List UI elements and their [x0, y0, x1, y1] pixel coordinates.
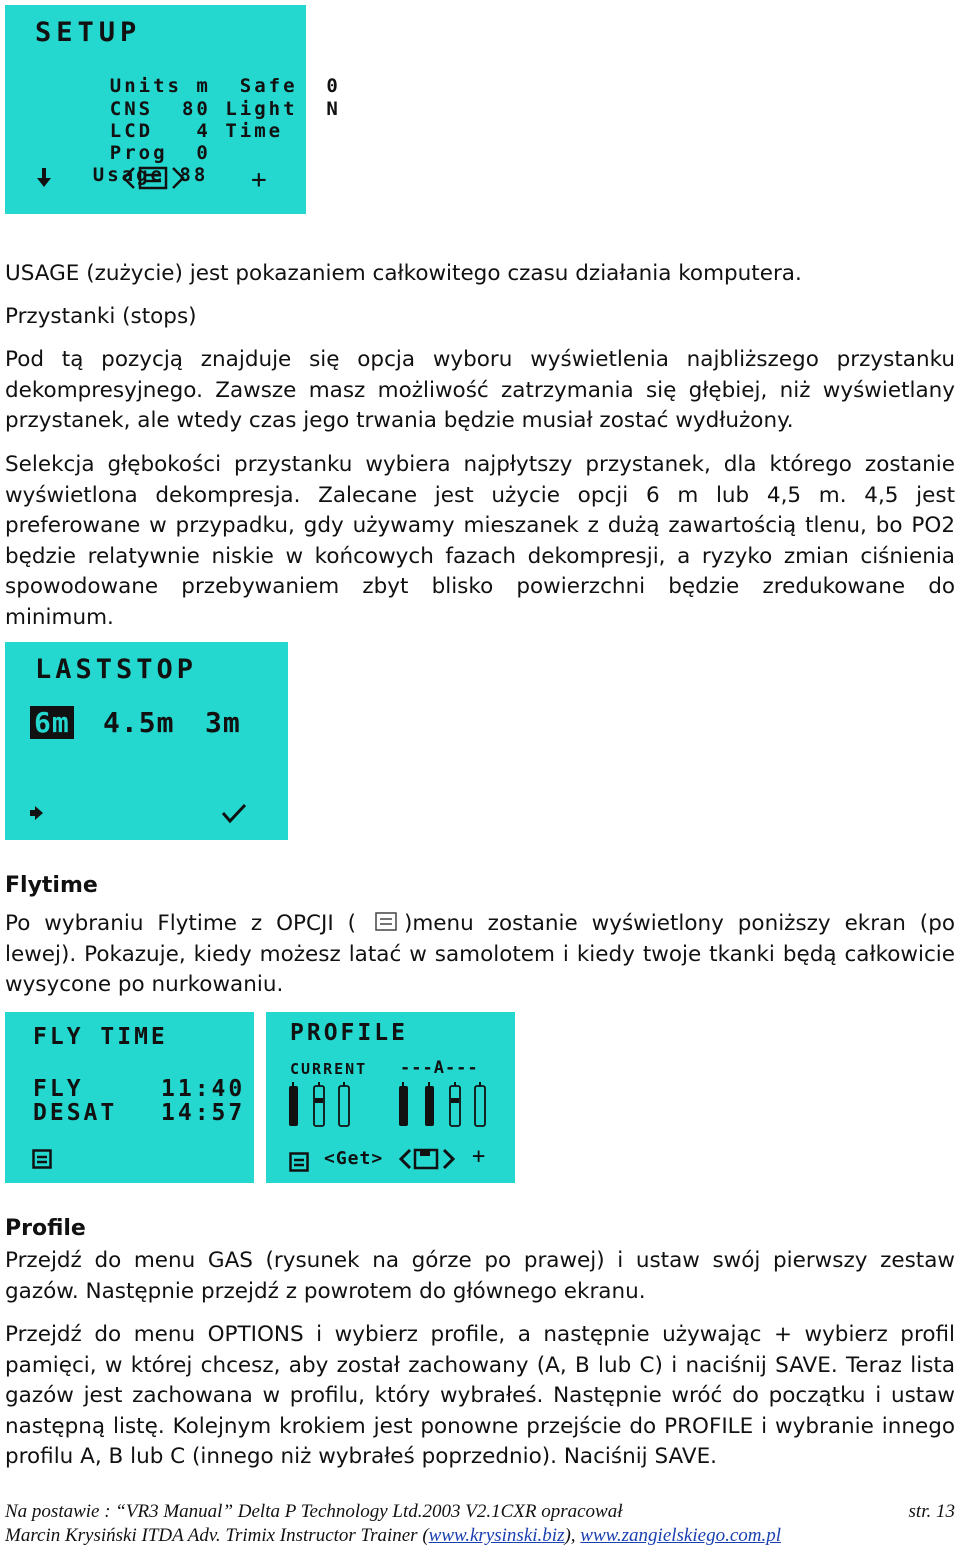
- usage-paragraph: USAGE (zużycie) jest pokazaniem całkowitego czasu działania komputera.: [5, 261, 802, 286]
- right-arrow-icon: [29, 804, 45, 822]
- laststop-screen-image: [5, 642, 288, 840]
- laststop-option-4-5m: 4.5m: [103, 706, 175, 739]
- fly-value: 11:40: [161, 1076, 246, 1102]
- gas-cylinders-current-icon: [288, 1082, 358, 1128]
- desat-label: DESAT: [33, 1100, 118, 1126]
- setup-row-cns: CNS 80 Light N: [109, 98, 341, 120]
- setup-row-lcd: LCD 4 Time: [109, 120, 284, 142]
- down-arrow-icon: [35, 167, 53, 189]
- stops-paragraph-2: Selekcja głębokości przystanku wybiera najpłytszy przystanek, dla którego zostanie wyświetlona dekompresja. Zalecane jest użycie opcji 6 m lub 4,5 m. 4,5 jest preferowane w przypadku, gdy używamy mieszanek z dużą zawartością tlenu, bo PO2 będzie relatywnie niskie w końcowych fazach dekompresji, a ryzyko zmian ciśnienia spowodowane przebywaniem zbyt blisko powierzchni będzie zredukowane do minimum.: [5, 452, 955, 630]
- laststop-option-6m: 6m: [30, 706, 74, 739]
- stops-heading: Przystanki (stops): [5, 304, 197, 329]
- fly-time-title: FLY TIME: [33, 1024, 168, 1050]
- profile-paragraph-1: Przejdź do menu GAS (rysunek na górze po prawej) i ustaw swój pierwszy zestaw gazów. Następnie przejdź z powrotem do głównego ekranu.: [5, 1248, 955, 1304]
- laststop-option-3m: 3m: [205, 706, 241, 739]
- check-icon: [221, 802, 247, 824]
- page-number: str. 13: [908, 1501, 955, 1522]
- flytime-heading: Flytime: [5, 873, 98, 898]
- plus-icon: +: [251, 165, 270, 195]
- profile-heading: Profile: [5, 1216, 86, 1241]
- current-label: CURRENT: [290, 1060, 368, 1078]
- laststop-title: LASTSTOP: [35, 654, 198, 685]
- footer-line-2: Marcin Krysiński ITDA Adv. Trimix Instructor Trainer (www.krysinski.biz), www.zangielskiego.com.pl: [5, 1525, 782, 1546]
- profile-title: PROFILE: [290, 1020, 408, 1046]
- zangielskiego-link[interactable]: www.zangielskiego.com.pl: [580, 1525, 782, 1546]
- profile-letter-label: ---A---: [400, 1058, 479, 1078]
- setup-title: SETUP: [35, 17, 142, 48]
- setup-row-prog: Prog 0: [109, 142, 211, 164]
- krysinski-link[interactable]: www.krysinski.biz: [428, 1525, 565, 1546]
- get-option: <Get>: [324, 1148, 384, 1169]
- setup-row-usage: Usage 88: [92, 164, 209, 186]
- menu-icon: [374, 911, 400, 933]
- profile-paragraph-2: Przejdź do menu OPTIONS i wybierz profile, a następnie używając + wybierz profil pamięci, w której chcesz, aby został zachowany (A, B lub C) i naciśnij SAVE. Teraz lista gazów jest zachowana w profilu, który wybrałeś. Następnie wróć do początku i ustaw następną listę. Kolejnym krokiem jest ponowne przejście do PROFILE i wybranie innego profilu A, B lub C (innego niż wybrałeś poprzednio). Naciśnij SAVE.: [5, 1322, 955, 1469]
- profile-screen-image: [266, 1012, 515, 1183]
- fly-time-screen-image: [5, 1012, 254, 1183]
- menu-icon: [32, 1149, 52, 1169]
- stops-paragraph-1: Pod tą pozycją znajduje się opcja wyboru wyświetlenia najbliższego przystanku dekompresyjnego. Zawsze masz możliwość zatrzymania się głębiej, niż wyświetlany przystanek, ale wtedy czas jego trwania będzie musiał zostać wydłużony.: [5, 347, 955, 433]
- plus-icon: +: [472, 1144, 489, 1169]
- save-nav-icon: [398, 1146, 458, 1172]
- setup-screen-image: [5, 5, 341, 214]
- menu-icon: [289, 1152, 309, 1172]
- fly-label: FLY: [33, 1076, 84, 1102]
- gas-cylinders-profile-icon: [398, 1082, 490, 1128]
- desat-value: 14:57: [161, 1100, 246, 1126]
- menu-nav-icon: [120, 165, 188, 191]
- footer-line-1: Na postawie : “VR3 Manual” Delta P Technology Ltd.2003 V2.1CXR opracował str. 13: [5, 1501, 955, 1522]
- setup-row-units: Units m Safe 0: [109, 75, 341, 97]
- flytime-paragraph: Po wybraniu Flytime z OPCJI ( )menu zostanie wyświetlony poniższy ekran (po lewej). Pokazuje, kiedy możesz latać w samolotem i kiedy twoje tkanki będą całkowicie wysycone po nurkowaniu.: [5, 911, 955, 997]
